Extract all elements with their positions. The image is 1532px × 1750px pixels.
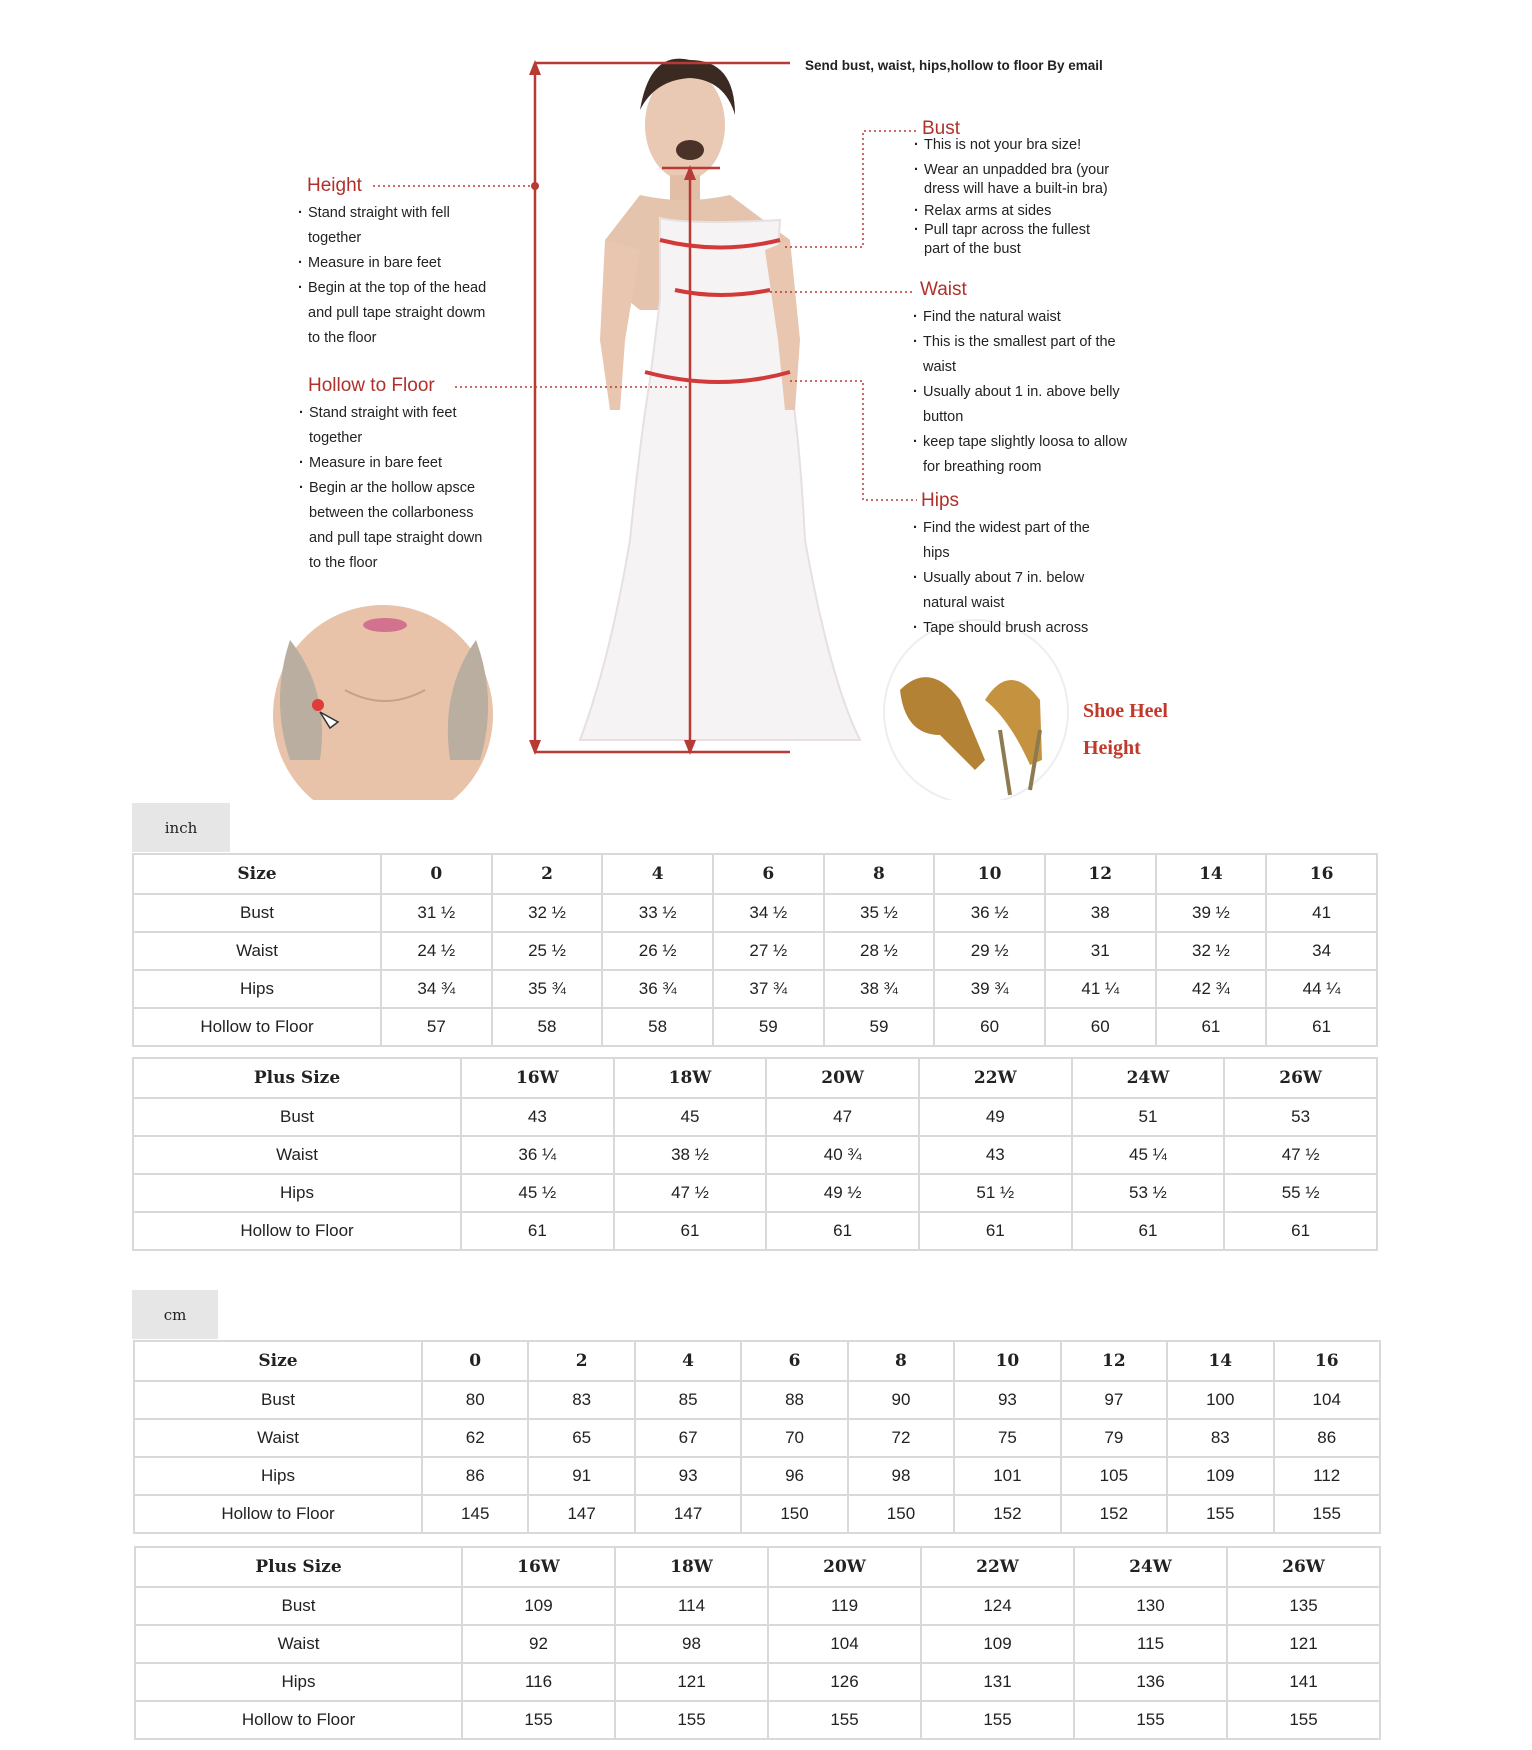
bust-instructions <box>914 136 1109 259</box>
size-column-header: 24W <box>1072 1058 1225 1098</box>
measurement-illustration <box>0 0 1532 800</box>
size-column-header: 12 <box>1061 1341 1167 1381</box>
hollow-line: between the collarboness <box>309 505 474 521</box>
measurement-label: Hollow to Floor <box>133 1212 461 1250</box>
measurement-value: 59 <box>713 1008 824 1046</box>
measurement-value: 155 <box>615 1701 768 1739</box>
height-line: · Measure in bare feet <box>298 251 486 276</box>
measurement-value: 38 ½ <box>614 1136 767 1174</box>
table-row <box>133 1212 1377 1250</box>
size-column-header: 8 <box>848 1341 954 1381</box>
measurement-value: 47 ½ <box>1224 1136 1377 1174</box>
bust-line: part of the bust <box>924 241 1021 257</box>
table-row <box>133 1136 1377 1174</box>
measurement-value: 61 <box>614 1212 767 1250</box>
height-line: · Stand straight with fell <box>298 201 486 226</box>
measurement-value: 34 ½ <box>713 894 824 932</box>
measurement-value: 49 ½ <box>766 1174 919 1212</box>
measurement-value: 121 <box>1227 1625 1380 1663</box>
bust-line: · Relax arms at sides <box>914 202 1109 221</box>
measurement-value: 109 <box>921 1625 1074 1663</box>
measurement-value: 152 <box>954 1495 1060 1533</box>
measurement-value: 90 <box>848 1381 954 1419</box>
measurement-value: 119 <box>768 1587 921 1625</box>
measurement-value: 86 <box>1274 1419 1380 1457</box>
measurement-label: Hips <box>133 1174 461 1212</box>
measurement-value: 44 ¼ <box>1266 970 1377 1008</box>
shoe-heel-label <box>1083 693 1168 767</box>
measurement-label: Hollow to Floor <box>133 1008 381 1046</box>
measurement-value: 131 <box>921 1663 1074 1701</box>
measurement-value: 147 <box>528 1495 634 1533</box>
size-label-header: Size <box>133 854 381 894</box>
size-column-header: 18W <box>614 1058 767 1098</box>
measurement-value: 60 <box>1045 1008 1156 1046</box>
measurement-label: Waist <box>133 1136 461 1174</box>
measurement-value: 40 ¾ <box>766 1136 919 1174</box>
measurement-value: 61 <box>1156 1008 1267 1046</box>
waist-line: for breathing room <box>923 459 1042 475</box>
hollow-line: · Stand straight with feet <box>299 401 482 426</box>
bust-line: · This is not your bra size! <box>914 136 1109 155</box>
measurement-value: 39 ½ <box>1156 894 1267 932</box>
hollow-line: and pull tape straight down <box>309 530 483 546</box>
measurement-value: 155 <box>1167 1495 1273 1533</box>
measurement-value: 130 <box>1074 1587 1227 1625</box>
measurement-label: Waist <box>133 932 381 970</box>
measurement-value: 24 ½ <box>381 932 492 970</box>
table-row <box>135 1663 1380 1701</box>
size-column-header: 6 <box>713 854 824 894</box>
size-column-header: 4 <box>635 1341 741 1381</box>
measurement-value: 150 <box>848 1495 954 1533</box>
measurement-value: 31 <box>1045 932 1156 970</box>
size-column-header: 16 <box>1266 854 1377 894</box>
measurement-value: 79 <box>1061 1419 1167 1457</box>
measurement-value: 83 <box>1167 1419 1273 1457</box>
waist-instructions <box>913 305 1127 480</box>
size-column-header: 10 <box>954 1341 1060 1381</box>
size-column-header: 20W <box>766 1058 919 1098</box>
table-row <box>133 1174 1377 1212</box>
measurement-value: 34 ¾ <box>381 970 492 1008</box>
measurement-value: 126 <box>768 1663 921 1701</box>
measurement-value: 55 ½ <box>1224 1174 1377 1212</box>
measurement-value: 33 ½ <box>602 894 713 932</box>
waist-line: waist <box>923 359 957 375</box>
hollow-title: Hollow to Floor <box>308 375 435 396</box>
measurement-value: 86 <box>422 1457 528 1495</box>
height-line: together <box>308 230 362 246</box>
measurement-label: Hips <box>133 970 381 1008</box>
measurement-value: 147 <box>635 1495 741 1533</box>
size-column-header: 10 <box>934 854 1045 894</box>
height-instructions <box>298 201 486 351</box>
bust-line: dress will have a built-in bra) <box>924 181 1108 197</box>
hips-line: natural waist <box>923 595 1005 611</box>
measurement-value: 43 <box>461 1098 614 1136</box>
measurement-value: 65 <box>528 1419 634 1457</box>
hips-instructions <box>913 516 1090 641</box>
measurement-value: 88 <box>741 1381 847 1419</box>
measurement-label: Hips <box>135 1663 462 1701</box>
measurement-value: 53 ½ <box>1072 1174 1225 1212</box>
measurement-value: 62 <box>422 1419 528 1457</box>
measurement-value: 61 <box>919 1212 1072 1250</box>
bust-line: · Wear an unpadded bra (your <box>914 161 1109 180</box>
measurement-value: 47 <box>766 1098 919 1136</box>
hips-title: Hips <box>921 490 960 511</box>
shoe-label-line1: Shoe Heel <box>1083 700 1168 722</box>
measurement-value: 150 <box>741 1495 847 1533</box>
cm-size-table <box>133 1340 1381 1534</box>
email-note: Send bust, waist, hips,hollow to floor By email <box>805 58 1103 73</box>
measurement-value: 116 <box>462 1663 615 1701</box>
table-row <box>135 1587 1380 1625</box>
measurement-value: 115 <box>1074 1625 1227 1663</box>
measurement-value: 47 ½ <box>614 1174 767 1212</box>
measurement-value: 96 <box>741 1457 847 1495</box>
measurement-value: 45 ¼ <box>1072 1136 1225 1174</box>
size-column-header: 20W <box>768 1547 921 1587</box>
measurement-value: 141 <box>1227 1663 1380 1701</box>
measurement-value: 155 <box>1227 1701 1380 1739</box>
waist-line: · This is the smallest part of the <box>913 330 1127 355</box>
measurement-value: 26 ½ <box>602 932 713 970</box>
waist-line: · keep tape slightly loosa to allow <box>913 430 1127 455</box>
measurement-value: 114 <box>615 1587 768 1625</box>
table-header-row <box>134 1341 1380 1381</box>
measurement-label: Hips <box>134 1457 422 1495</box>
size-column-header: 14 <box>1156 854 1267 894</box>
table-row <box>133 932 1377 970</box>
measurement-value: 45 <box>614 1098 767 1136</box>
measurement-label: Waist <box>134 1419 422 1457</box>
size-column-header: 16W <box>461 1058 614 1098</box>
hollow-line: to the floor <box>309 555 378 571</box>
neck-closeup <box>273 605 493 800</box>
size-column-header: 26W <box>1224 1058 1377 1098</box>
measurement-value: 91 <box>528 1457 634 1495</box>
measurement-value: 61 <box>1072 1212 1225 1250</box>
measurement-value: 105 <box>1061 1457 1167 1495</box>
measurement-value: 29 ½ <box>934 932 1045 970</box>
table-header-row <box>135 1547 1380 1587</box>
height-line: and pull tape straight dowm <box>308 305 486 321</box>
measurement-value: 60 <box>934 1008 1045 1046</box>
size-column-header: 8 <box>824 854 935 894</box>
measurement-value: 43 <box>919 1136 1072 1174</box>
measurement-value: 35 ¾ <box>492 970 603 1008</box>
measurement-label: Hollow to Floor <box>134 1495 422 1533</box>
measurement-value: 93 <box>635 1457 741 1495</box>
measurement-value: 27 ½ <box>713 932 824 970</box>
measurement-value: 41 <box>1266 894 1377 932</box>
measurement-value: 98 <box>848 1457 954 1495</box>
measurement-value: 51 <box>1072 1098 1225 1136</box>
measurement-value: 42 ¾ <box>1156 970 1267 1008</box>
size-column-header: 4 <box>602 854 713 894</box>
measurement-value: 39 ¾ <box>934 970 1045 1008</box>
measurement-value: 72 <box>848 1419 954 1457</box>
measurement-value: 59 <box>824 1008 935 1046</box>
measurement-value: 98 <box>615 1625 768 1663</box>
size-column-header: 18W <box>615 1547 768 1587</box>
waist-line: · Find the natural waist <box>913 305 1127 330</box>
measurement-value: 152 <box>1061 1495 1167 1533</box>
measurement-value: 109 <box>1167 1457 1273 1495</box>
measurement-label: Bust <box>133 894 381 932</box>
measurement-value: 25 ½ <box>492 932 603 970</box>
measurement-value: 121 <box>615 1663 768 1701</box>
measurement-value: 155 <box>1274 1495 1380 1533</box>
measurement-value: 83 <box>528 1381 634 1419</box>
inch-tab[interactable]: inch <box>132 803 230 852</box>
size-column-header: 0 <box>381 854 492 894</box>
measurement-value: 85 <box>635 1381 741 1419</box>
hips-line: · Find the widest part of the <box>913 516 1090 541</box>
hollow-line: together <box>309 430 363 446</box>
measurement-label: Bust <box>133 1098 461 1136</box>
measurement-value: 155 <box>768 1701 921 1739</box>
measurement-value: 38 ¾ <box>824 970 935 1008</box>
measurement-value: 80 <box>422 1381 528 1419</box>
size-column-header: 2 <box>492 854 603 894</box>
hollow-line: · Measure in bare feet <box>299 451 482 476</box>
hips-line: hips <box>923 545 950 561</box>
measurement-value: 124 <box>921 1587 1074 1625</box>
measurement-value: 36 ½ <box>934 894 1045 932</box>
table-row <box>133 970 1377 1008</box>
measurement-label: Hollow to Floor <box>135 1701 462 1739</box>
size-column-header: 24W <box>1074 1547 1227 1587</box>
measurement-value: 32 ½ <box>1156 932 1267 970</box>
hollow-instructions <box>299 401 482 576</box>
inch-plus-size-table <box>132 1057 1378 1251</box>
measurement-value: 155 <box>921 1701 1074 1739</box>
size-column-header: 22W <box>919 1058 1072 1098</box>
cm-plus-size-table <box>134 1546 1381 1740</box>
measurement-value: 45 ½ <box>461 1174 614 1212</box>
measurement-value: 61 <box>1224 1212 1377 1250</box>
measurement-value: 28 ½ <box>824 932 935 970</box>
measurement-value: 97 <box>1061 1381 1167 1419</box>
size-label-header: Plus Size <box>133 1058 461 1098</box>
measurement-value: 155 <box>462 1701 615 1739</box>
shoe-closeup <box>884 620 1068 800</box>
measurement-value: 101 <box>954 1457 1060 1495</box>
measurement-value: 36 ¾ <box>602 970 713 1008</box>
measurement-value: 58 <box>492 1008 603 1046</box>
measurement-value: 67 <box>635 1419 741 1457</box>
measurement-value: 104 <box>1274 1381 1380 1419</box>
table-row <box>133 894 1377 932</box>
measurement-value: 92 <box>462 1625 615 1663</box>
waist-line: button <box>923 409 964 425</box>
measurement-value: 34 <box>1266 932 1377 970</box>
measurement-value: 58 <box>602 1008 713 1046</box>
measurement-label: Bust <box>134 1381 422 1419</box>
table-header-row <box>133 854 1377 894</box>
size-column-header: 12 <box>1045 854 1156 894</box>
measurement-value: 31 ½ <box>381 894 492 932</box>
waist-line: · Usually about 1 in. above belly <box>913 380 1127 405</box>
table-row <box>135 1625 1380 1663</box>
measurement-value: 36 ¼ <box>461 1136 614 1174</box>
shoe-label-line2: Height <box>1083 737 1141 759</box>
measurement-value: 75 <box>954 1419 1060 1457</box>
measurement-value: 57 <box>381 1008 492 1046</box>
hips-line: · Tape should brush across <box>913 616 1090 641</box>
measurement-value: 37 ¾ <box>713 970 824 1008</box>
measurement-value: 155 <box>1074 1701 1227 1739</box>
measurement-value: 104 <box>768 1625 921 1663</box>
measurement-value: 70 <box>741 1419 847 1457</box>
measurement-value: 100 <box>1167 1381 1273 1419</box>
table-row <box>134 1495 1380 1533</box>
bust-line: · Pull tapr across the fullest <box>914 221 1109 240</box>
size-column-header: 26W <box>1227 1547 1380 1587</box>
measurement-value: 38 <box>1045 894 1156 932</box>
size-column-header: 22W <box>921 1547 1074 1587</box>
measurement-value: 49 <box>919 1098 1072 1136</box>
table-row <box>133 1098 1377 1136</box>
size-column-header: 14 <box>1167 1341 1273 1381</box>
height-line: to the floor <box>308 330 377 346</box>
table-header-row <box>133 1058 1377 1098</box>
table-row <box>134 1381 1380 1419</box>
inch-size-table <box>132 853 1378 1047</box>
measurement-value: 93 <box>954 1381 1060 1419</box>
table-row <box>134 1419 1380 1457</box>
measurement-value: 53 <box>1224 1098 1377 1136</box>
measurement-value: 32 ½ <box>492 894 603 932</box>
size-label-header: Plus Size <box>135 1547 462 1587</box>
size-column-header: 2 <box>528 1341 634 1381</box>
height-line: · Begin at the top of the head <box>298 276 486 301</box>
measurement-value: 41 ¼ <box>1045 970 1156 1008</box>
hollow-line: · Begin ar the hollow apsce <box>299 476 482 501</box>
measurement-value: 145 <box>422 1495 528 1533</box>
cm-tab[interactable]: cm <box>132 1290 218 1339</box>
table-row <box>134 1457 1380 1495</box>
size-label-header: Size <box>134 1341 422 1381</box>
bust-title: Bust <box>922 118 961 139</box>
waist-title: Waist <box>920 279 967 300</box>
measurement-value: 109 <box>462 1587 615 1625</box>
measurement-value: 61 <box>1266 1008 1377 1046</box>
table-row <box>135 1701 1380 1739</box>
size-column-header: 16 <box>1274 1341 1380 1381</box>
measurement-value: 35 ½ <box>824 894 935 932</box>
measurement-value: 112 <box>1274 1457 1380 1495</box>
dress-figure <box>580 59 860 740</box>
measurement-value: 136 <box>1074 1663 1227 1701</box>
measurement-value: 51 ½ <box>919 1174 1072 1212</box>
size-column-header: 16W <box>462 1547 615 1587</box>
hips-line: · Usually about 7 in. below <box>913 566 1090 591</box>
table-row <box>133 1008 1377 1046</box>
measurement-label: Waist <box>135 1625 462 1663</box>
size-column-header: 6 <box>741 1341 847 1381</box>
measurement-value: 61 <box>766 1212 919 1250</box>
measurement-value: 61 <box>461 1212 614 1250</box>
measurement-value: 135 <box>1227 1587 1380 1625</box>
size-column-header: 0 <box>422 1341 528 1381</box>
measurement-label: Bust <box>135 1587 462 1625</box>
height-title: Height <box>307 175 362 196</box>
